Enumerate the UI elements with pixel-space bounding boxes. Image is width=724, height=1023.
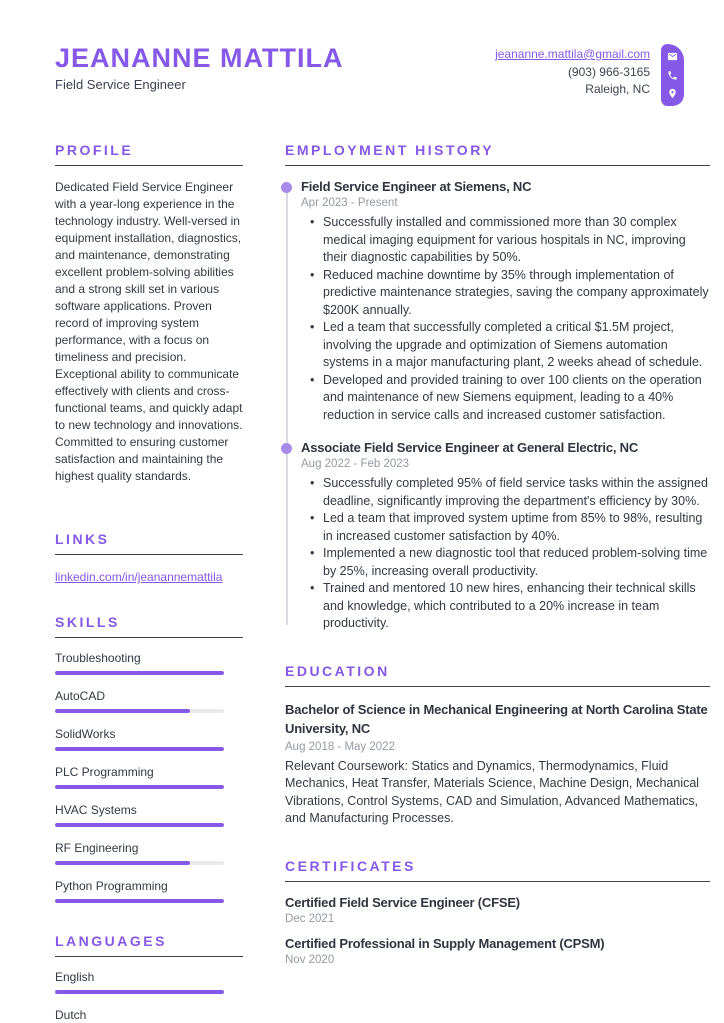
main-column bbox=[285, 142, 710, 996]
skill-bar bbox=[55, 747, 224, 751]
skill-name: SolidWorks bbox=[55, 727, 116, 741]
candidate-name: JEANANNE MATTILA bbox=[55, 43, 344, 73]
education-entry bbox=[285, 700, 710, 828]
skill-item bbox=[55, 689, 243, 713]
job-bullet: • Led a team that improved system uptime from 85% to 98%, resulting in increased customer satisfaction by 40%. bbox=[301, 510, 710, 545]
language-item bbox=[55, 970, 243, 994]
phone-icon bbox=[667, 70, 678, 81]
certificate-title: Certified Field Service Engineer (CFSE) bbox=[285, 894, 520, 910]
job-dates: Aug 2022 - Feb 2023 bbox=[301, 458, 410, 470]
job-bullet: • Developed and provided training to over 100 clients on the operation and maintenance of new Siemens equipment, leading to a 40% reduction in service calls and increased customer satisfaction. bbox=[301, 372, 710, 425]
education-heading: EDUCATION bbox=[285, 663, 710, 687]
profile-section bbox=[55, 142, 243, 485]
certificate-entry bbox=[285, 936, 710, 966]
skill-bar-fill bbox=[55, 747, 224, 751]
skill-bar bbox=[55, 861, 224, 865]
skill-name: PLC Programming bbox=[55, 765, 154, 779]
job-title: Field Service Engineer at Siemens, NC bbox=[301, 179, 532, 194]
skill-bar-fill bbox=[55, 899, 224, 903]
phone-number: (903) 966-3165 bbox=[567, 64, 650, 79]
skill-name: Troubleshooting bbox=[55, 651, 141, 665]
language-item bbox=[55, 1008, 243, 1023]
profile-text: Dedicated Field Service Engineer with a year-long experience in the technology industry. Well-versed in equipment installation, diagnostics, and maintenance, demonstrating excellent problem-solving abilities and a strong skill set in various software applications. Proven record of improving system performance, with a focus on timeliness and precision. Exceptional ability to communicate effectively with clients and cross-functional teams, and quickly adapt to new technology and innovations. Committed to ensuring customer satisfaction and maintaining the highest quality standards. bbox=[55, 180, 243, 483]
skill-bar-fill bbox=[55, 823, 224, 827]
header bbox=[55, 44, 684, 106]
mail-icon bbox=[667, 51, 678, 62]
skill-bar bbox=[55, 823, 224, 827]
languages-heading: LANGUAGES bbox=[55, 933, 243, 957]
skill-item bbox=[55, 841, 243, 865]
employment-heading: EMPLOYMENT HISTORY bbox=[285, 142, 710, 166]
skill-item bbox=[55, 765, 243, 789]
job-bullet: • Trained and mentored 10 new hires, enhancing their technical skills and knowledge, which contributed to a 20% increase in team productivity. bbox=[301, 580, 710, 633]
contact-lines bbox=[495, 44, 650, 99]
profile-heading: PROFILE bbox=[55, 142, 243, 166]
skill-bar-fill bbox=[55, 785, 224, 789]
job-bullet: • Implemented a new diagnostic tool that reduced problem-solving time by 25%, increasing overall productivity. bbox=[301, 545, 710, 580]
links-section bbox=[55, 531, 243, 586]
job-title: Associate Field Service Engineer at General Electric, NC bbox=[301, 440, 639, 455]
skill-item bbox=[55, 803, 243, 827]
contact-icon-bar bbox=[661, 44, 684, 106]
certificates-section bbox=[285, 858, 710, 966]
skill-bar bbox=[55, 671, 224, 675]
education-title: Bachelor of Science in Mechanical Engineering at North Carolina State University, NC bbox=[285, 701, 708, 736]
language-name: Dutch bbox=[55, 1008, 87, 1022]
sidebar bbox=[55, 142, 243, 1023]
job-bullet-list bbox=[301, 475, 710, 633]
certificate-title: Certified Professional in Supply Management (CPSM) bbox=[285, 935, 605, 951]
education-description: Relevant Coursework: Statics and Dynamics, Thermodynamics, Fluid Mechanics, Heat Transfer, Materials Science, Machine Design, Mechanical Vibrations, Control Systems, CAD and Simulation, Advanced Mathematics, and Manufacturing Processes. bbox=[285, 758, 700, 825]
linkedin-link[interactable]: linkedin.com/in/jeanannemattila bbox=[55, 570, 223, 584]
job-entry bbox=[301, 440, 710, 633]
job-bullet: • Reduced machine downtime by 35% through implementation of predictive maintenance strategies, saving the company approximately $200K annually. bbox=[301, 267, 710, 320]
timeline-dot bbox=[281, 443, 292, 454]
links-heading: LINKS bbox=[55, 531, 243, 555]
certificates-heading: CERTIFICATES bbox=[285, 858, 710, 882]
email-link[interactable]: jeananne.mattila@gmail.com bbox=[495, 47, 650, 61]
job-bullet: • Successfully installed and commissioned more than 30 complex medical imaging equipment for various hospitals in NC, improving their diagnostic capabilities by 50%. bbox=[301, 214, 710, 267]
location-text: Raleigh, NC bbox=[585, 82, 650, 96]
identity-block bbox=[55, 44, 344, 92]
job-bullet: • Led a team that successfully completed a critical $1.5M project, involving the upgrade and optimization of Siemens automation systems in a major manufacturing plant, 2 weeks ahead of schedule. bbox=[301, 319, 710, 372]
language-name: English bbox=[55, 970, 95, 984]
skill-name: Python Programming bbox=[55, 879, 168, 893]
skill-item bbox=[55, 727, 243, 751]
skills-section bbox=[55, 614, 243, 903]
skill-name: RF Engineering bbox=[55, 841, 139, 855]
skill-name: HVAC Systems bbox=[55, 803, 137, 817]
language-bar-fill bbox=[55, 990, 224, 994]
employment-timeline bbox=[285, 179, 710, 633]
language-bar bbox=[55, 990, 224, 994]
certificate-entry bbox=[285, 895, 710, 925]
education-dates: Aug 2018 - May 2022 bbox=[285, 740, 395, 753]
timeline-dot bbox=[281, 182, 292, 193]
job-dates: Apr 2023 - Present bbox=[301, 197, 398, 209]
skill-bar bbox=[55, 899, 224, 903]
skill-bar-fill bbox=[55, 709, 190, 713]
skill-item bbox=[55, 651, 243, 675]
education-section bbox=[285, 663, 710, 828]
languages-section bbox=[55, 933, 243, 1023]
location-icon bbox=[667, 88, 678, 99]
skill-bar bbox=[55, 785, 224, 789]
skill-bar bbox=[55, 709, 224, 713]
certificate-dates: Nov 2020 bbox=[285, 953, 335, 966]
candidate-job-title: Field Service Engineer bbox=[55, 77, 186, 93]
skill-item bbox=[55, 879, 243, 903]
job-entry bbox=[301, 179, 710, 424]
skill-bar-fill bbox=[55, 671, 224, 675]
contact-block bbox=[495, 44, 684, 106]
employment-section bbox=[285, 142, 710, 633]
skill-bar-fill bbox=[55, 861, 190, 865]
certificate-dates: Dec 2021 bbox=[285, 912, 335, 925]
skill-name: AutoCAD bbox=[55, 689, 106, 703]
skills-heading: SKILLS bbox=[55, 614, 243, 638]
job-bullet-list bbox=[301, 214, 710, 424]
timeline-line bbox=[286, 187, 288, 625]
job-bullet: • Successfully completed 95% of field service tasks within the assigned deadline, significantly improving the department's efficiency by 30%. bbox=[301, 475, 710, 510]
